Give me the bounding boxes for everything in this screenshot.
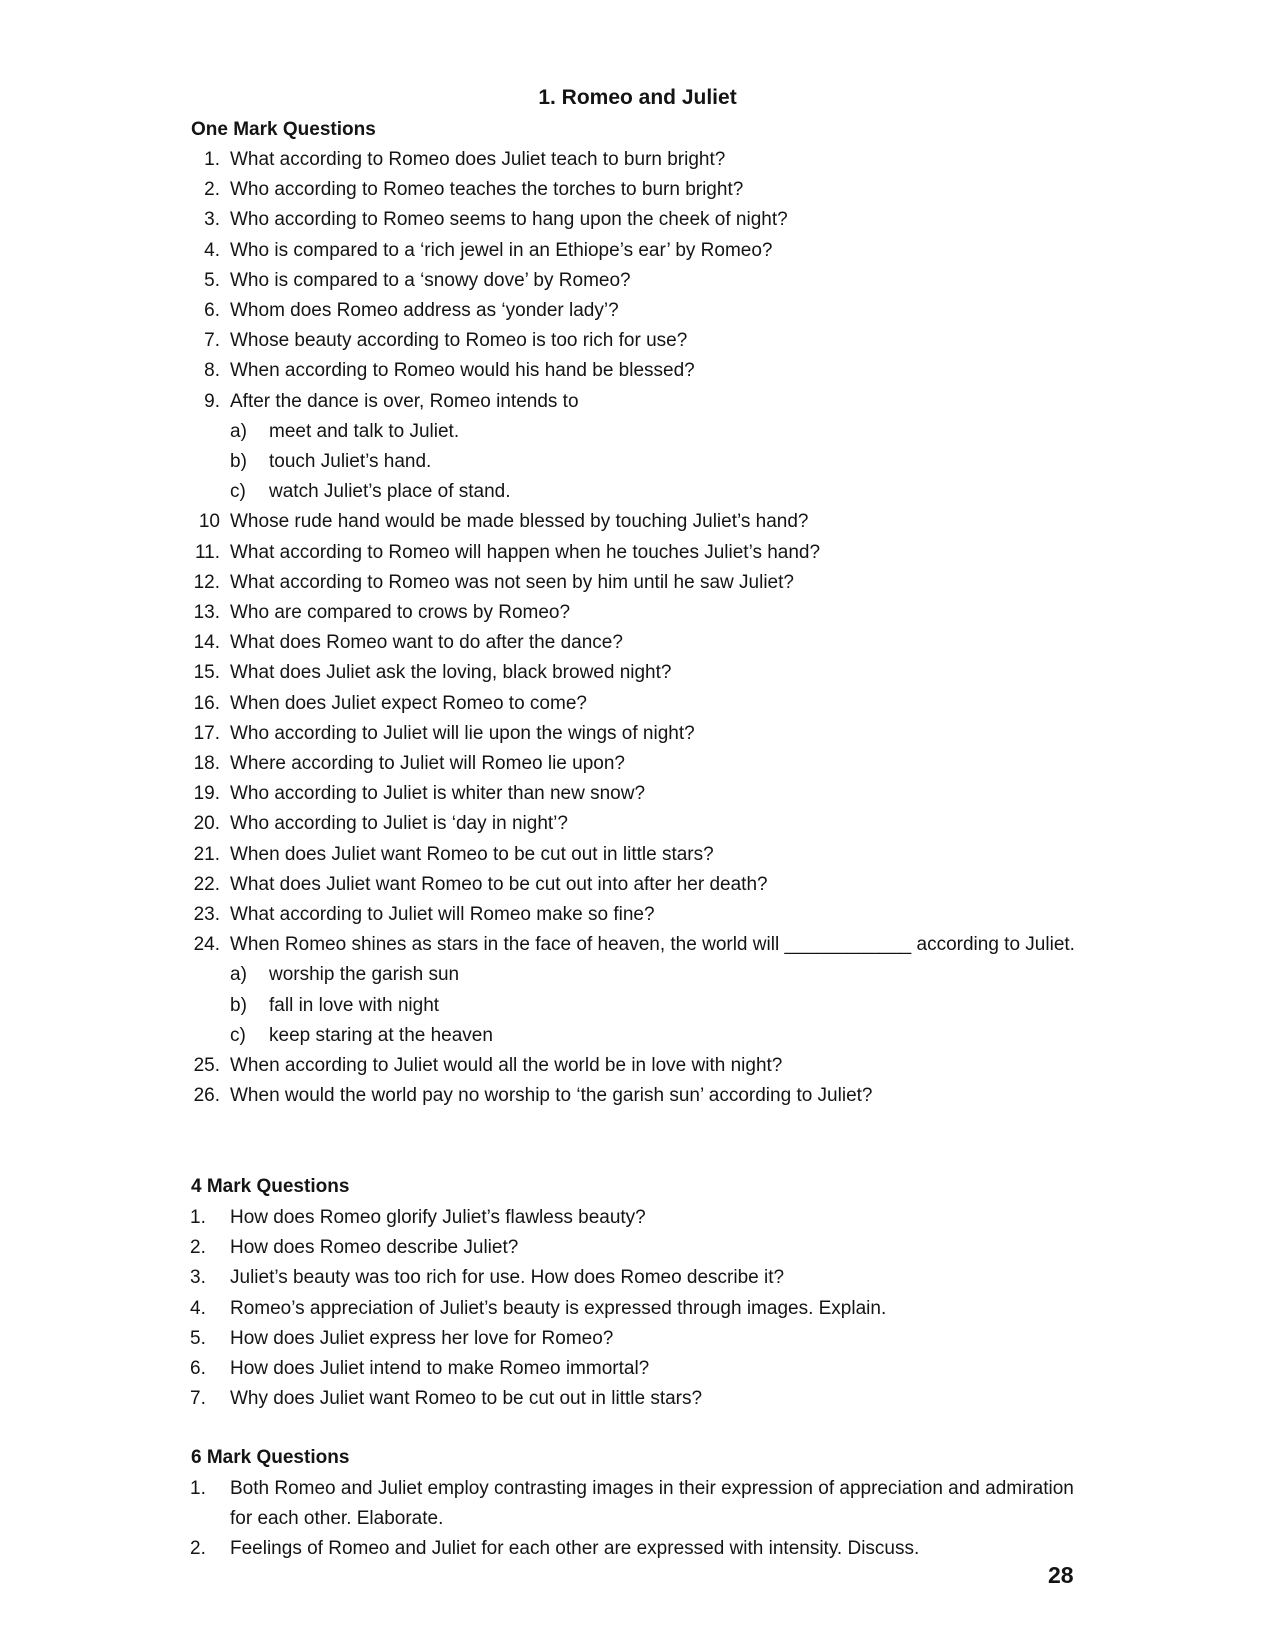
question-text: Feelings of Romeo and Juliet for each other are expressed with intensity. Discuss.: [230, 1538, 920, 1560]
question-item: [188, 1354, 1088, 1384]
question-number: 5.: [190, 1327, 206, 1349]
question-list-one-mark: [188, 145, 1088, 1112]
question-item: [188, 779, 1088, 809]
section-heading-six-mark: 6 Mark Questions: [191, 1447, 350, 1468]
question-text: Romeo’s appreciation of Juliet’s beauty is expressed through images. Explain.: [230, 1297, 887, 1319]
question-item: [188, 145, 1088, 175]
question-item: [188, 1081, 1088, 1111]
question-item: [188, 1233, 1088, 1263]
page-number: 28: [1048, 1562, 1074, 1588]
answer-option: [230, 991, 1088, 1021]
question-text: What according to Romeo will happen when he touches Juliet’s hand?: [230, 541, 821, 563]
question-text: When would the world pay no worship to ‘the garish sun’ according to Juliet?: [230, 1085, 873, 1107]
question-item: [188, 598, 1088, 628]
option-label: a): [230, 964, 247, 986]
question-number: 2.: [190, 1538, 206, 1560]
question-item: [188, 1203, 1088, 1233]
answer-option: [230, 1021, 1088, 1051]
answer-option: [230, 447, 1088, 477]
question-text: When Romeo shines as stars in the face of heaven, the world will ____________ according to Juliet.: [230, 934, 1075, 956]
question-item: [188, 236, 1088, 266]
question-item: [188, 205, 1088, 235]
question-number: 24.: [193, 934, 220, 956]
question-item: [188, 1474, 1088, 1534]
question-number: 4.: [190, 1297, 206, 1319]
question-text: How does Romeo describe Juliet?: [230, 1237, 519, 1259]
question-number: 18.: [193, 753, 220, 775]
question-text: How does Juliet intend to make Romeo immortal?: [230, 1358, 650, 1380]
answer-options: [230, 417, 1088, 508]
question-item: [188, 326, 1088, 356]
question-text: Whose beauty according to Romeo is too rich for use?: [230, 330, 688, 352]
question-item: [188, 900, 1088, 930]
question-number: 6.: [190, 1358, 206, 1380]
question-number: 1.: [204, 149, 220, 170]
question-number: 10: [198, 511, 220, 533]
question-item: [188, 1534, 1088, 1564]
question-text: What does Romeo want to do after the dance?: [230, 632, 623, 654]
question-text: When does Juliet want Romeo to be cut out in little stars?: [230, 843, 714, 865]
question-number: 8.: [204, 360, 220, 382]
question-item: [188, 870, 1088, 900]
option-text: watch Juliet’s place of stand.: [269, 481, 511, 503]
question-item: [188, 658, 1088, 688]
question-number: 2.: [190, 1237, 206, 1259]
page-title: 1. Romeo and Juliet: [538, 86, 737, 109]
answer-option: [230, 960, 1088, 990]
question-item: [188, 387, 1088, 508]
option-text: worship the garish sun: [269, 964, 460, 986]
question-number: 17.: [193, 722, 220, 744]
question-number: 3.: [190, 1267, 206, 1289]
question-item: [188, 1294, 1088, 1324]
question-item: [188, 840, 1088, 870]
question-item: [188, 930, 1088, 1051]
question-item: [188, 1384, 1088, 1414]
question-text: Why does Juliet want Romeo to be cut out in little stars?: [230, 1388, 703, 1410]
question-number: 11.: [194, 541, 220, 563]
question-number: 1.: [190, 1207, 206, 1228]
question-number: 19.: [193, 783, 220, 805]
question-number: 23.: [193, 904, 220, 926]
option-text: touch Juliet’s hand.: [269, 451, 432, 473]
question-text: What according to Romeo was not seen by him until he saw Juliet?: [230, 571, 794, 593]
question-number: 20.: [193, 813, 220, 835]
question-text: When according to Juliet would all the world be in love with night?: [230, 1055, 783, 1077]
question-item: [188, 1324, 1088, 1354]
question-number: 26.: [193, 1085, 220, 1107]
question-text: Juliet’s beauty was too rich for use. How does Romeo describe it?: [230, 1267, 785, 1289]
question-number: 16.: [193, 692, 220, 714]
question-number: 13.: [193, 602, 220, 624]
question-item: [188, 749, 1088, 779]
question-item: [188, 1051, 1088, 1081]
question-text: Both Romeo and Juliet employ contrasting images in their expression of appreciation and admiration for each other. Elaborate.: [230, 1478, 1074, 1530]
question-number: 15.: [193, 662, 220, 684]
question-number: 9.: [204, 390, 220, 412]
question-text: Whom does Romeo address as ‘yonder lady’?: [230, 300, 619, 322]
question-item: [188, 296, 1088, 326]
question-number: 22.: [193, 873, 220, 895]
question-text: After the dance is over, Romeo intends to: [230, 390, 579, 412]
question-text: Who is compared to a ‘snowy dove’ by Romeo?: [230, 269, 631, 291]
question-item: [188, 507, 1088, 537]
question-text: Who are compared to crows by Romeo?: [230, 602, 571, 624]
question-item: [188, 538, 1088, 568]
question-item: [188, 628, 1088, 658]
option-label: c): [230, 481, 246, 503]
question-item: [188, 689, 1088, 719]
answer-options: [230, 960, 1088, 1051]
question-item: [188, 356, 1088, 386]
question-text: How does Juliet express her love for Romeo?: [230, 1327, 614, 1349]
question-number: 2.: [204, 179, 220, 201]
question-number: 21.: [193, 843, 220, 865]
question-number: 7.: [190, 1388, 206, 1410]
question-item: [188, 719, 1088, 749]
question-number: 14.: [193, 632, 220, 654]
question-number: 5.: [204, 269, 220, 291]
question-text: Who according to Romeo seems to hang upon the cheek of night?: [230, 209, 788, 231]
question-number: 3.: [204, 209, 220, 231]
answer-option: [230, 417, 1088, 447]
question-text: What does Juliet ask the loving, black browed night?: [230, 662, 672, 684]
section-heading-four-mark: 4 Mark Questions: [191, 1176, 350, 1197]
option-label: b): [230, 451, 247, 473]
question-text: When according to Romeo would his hand be blessed?: [230, 360, 695, 382]
option-label: a): [230, 420, 247, 442]
option-text: meet and talk to Juliet.: [269, 420, 460, 442]
question-item: [188, 266, 1088, 296]
question-text: What according to Romeo does Juliet teach to burn bright?: [230, 149, 726, 170]
question-number: 25.: [193, 1055, 220, 1077]
question-item: [188, 175, 1088, 205]
question-text: Whose rude hand would be made blessed by touching Juliet’s hand?: [230, 511, 809, 533]
question-text: How does Romeo glorify Juliet’s flawless beauty?: [230, 1207, 646, 1228]
question-number: 4.: [204, 239, 220, 261]
answer-option: [230, 477, 1088, 507]
question-text: Who is compared to a ‘rich jewel in an Ethiope’s ear’ by Romeo?: [230, 239, 773, 261]
question-number: 1.: [190, 1478, 206, 1499]
question-text: Who according to Romeo teaches the torches to burn bright?: [230, 179, 744, 201]
question-list-six-mark: [188, 1474, 1088, 1565]
question-item: [188, 1263, 1088, 1293]
question-number: 6.: [204, 300, 220, 322]
question-text: What according to Juliet will Romeo make so fine?: [230, 904, 655, 926]
option-text: fall in love with night: [269, 994, 440, 1016]
question-text: Where according to Juliet will Romeo lie upon?: [230, 753, 625, 775]
question-text: Who according to Juliet is ‘day in night’?: [230, 813, 568, 835]
question-text: What does Juliet want Romeo to be cut out into after her death?: [230, 873, 768, 895]
question-text: Who according to Juliet is whiter than new snow?: [230, 783, 646, 805]
section-heading-one-mark: One Mark Questions: [191, 119, 376, 140]
question-item: [188, 809, 1088, 839]
option-label: b): [230, 994, 247, 1016]
question-item: [188, 568, 1088, 598]
question-text: When does Juliet expect Romeo to come?: [230, 692, 587, 714]
question-number: 12.: [193, 571, 220, 593]
question-number: 7.: [204, 330, 220, 352]
option-text: keep staring at the heaven: [269, 1024, 493, 1046]
question-list-four-mark: [188, 1203, 1088, 1414]
option-label: c): [230, 1024, 246, 1046]
question-text: Who according to Juliet will lie upon the wings of night?: [230, 722, 695, 744]
